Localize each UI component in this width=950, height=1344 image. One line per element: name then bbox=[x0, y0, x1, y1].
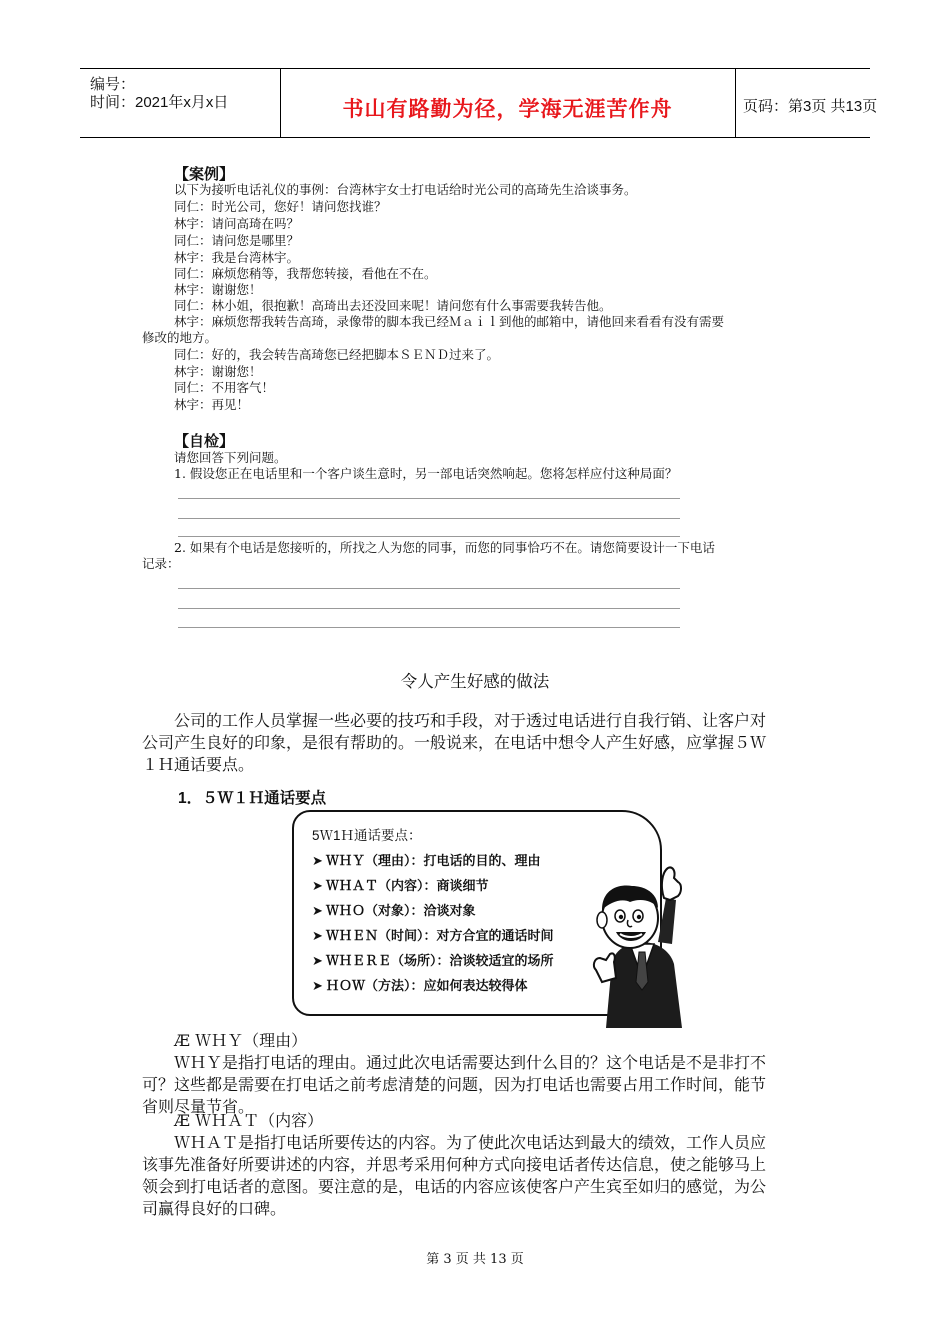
case-line: 同仁：麻烦您稍等，我帮您转接，看他在不在。 bbox=[174, 266, 437, 281]
case-line: 同仁：不用客气！ bbox=[174, 380, 275, 395]
what-line: 领会到打电话者的意图。要注意的是，电话的内容应该使客户产生宾至如归的感觉，为公 bbox=[142, 1177, 767, 1196]
case-line: 林宇：请问高琦在吗？ bbox=[174, 216, 300, 231]
selfcheck-intro: 请您回答下列问题。 bbox=[174, 450, 287, 465]
what-label: Æ ＷＨＡＴ（内容） bbox=[174, 1111, 324, 1130]
intro-line: 公司产生良好的印象，是很有帮助的。一般说来，在电话中想令人产生好感，应掌握５Ｗ bbox=[142, 733, 767, 752]
header-left-cell bbox=[80, 69, 281, 137]
bubble-item: ➤ ＷＨＥＲＥ（场所）：洽谈较适宜的场所 bbox=[312, 953, 554, 968]
question-2: 2. 如果有个电话是您接听的，所找之人为您的同事，而您的同事恰巧不在。请您简要设计一下电话 bbox=[174, 540, 715, 555]
bubble-item: ➤ ＷＨＯ（对象）：洽谈对象 bbox=[312, 903, 476, 918]
case-line: 同仁：请问您是哪里？ bbox=[174, 233, 300, 248]
bubble-item: ➤ ＨＯＷ（方法）：应如何表达较得体 bbox=[312, 978, 528, 993]
case-line: 同仁：时光公司，您好！请问您找谁？ bbox=[174, 199, 387, 214]
answer-line bbox=[178, 536, 680, 537]
date-label: 时间：2021年x月x日 bbox=[90, 94, 229, 111]
why-line: 可？这些都是需要在打电话之前考虑清楚的问题，因为打电话也需要占用工作时间，能节 bbox=[142, 1075, 767, 1094]
answer-line bbox=[178, 588, 680, 589]
motto: 书山有路勤为径，学海无涯苦作舟 bbox=[342, 98, 673, 121]
answer-line bbox=[178, 498, 680, 499]
why-line: ＷＨＹ是指打电话的理由。通过此次电话需要达到什么目的？这个电话是不是非打不 bbox=[174, 1053, 767, 1072]
arrow-icon: ➤ bbox=[312, 953, 323, 968]
intro-line: 公司的工作人员掌握一些必要的技巧和手段，对于透过电话进行自我行销、让客户对 bbox=[174, 711, 767, 730]
case-line: 同仁：林小姐，很抱歉！高琦出去还没回来呢！请问您有什么事需要我转告他。 bbox=[174, 298, 612, 313]
case-line: 林宇：谢谢您！ bbox=[174, 364, 262, 379]
what-line: 司赢得良好的口碑。 bbox=[142, 1199, 287, 1218]
question-1: 1. 假设您正在电话里和一个客户谈生意时，另一部电话突然响起。您将怎样应付这种局面？ bbox=[174, 466, 678, 481]
number-label: 编号： bbox=[90, 76, 136, 93]
bubble-title: 5Ｗ1Ｈ通话要点： bbox=[312, 828, 422, 843]
section-heading: 令人产生好感的做法 bbox=[400, 673, 550, 691]
case-line: 林宇：再见！ bbox=[174, 397, 250, 412]
arrow-icon: ➤ bbox=[312, 903, 323, 918]
case-line: 以下为接听电话礼仪的事例：台湾林宇女士打电话给时光公司的高琦先生洽谈事务。 bbox=[174, 182, 637, 197]
case-title: 【案例】 bbox=[174, 166, 235, 183]
case-line: 修改的地方。 bbox=[142, 330, 218, 345]
bubble-item: ➤ ＷＨＹ（理由）：打电话的目的、理由 bbox=[312, 853, 541, 868]
why-label: Æ ＷＨＹ（理由） bbox=[174, 1031, 308, 1050]
page-header bbox=[80, 68, 878, 138]
arrow-icon: ➤ bbox=[312, 878, 323, 893]
what-line: ＷＨＡＴ是指打电话所要传达的内容。为了使此次电话达到最大的绩效，工作人员应 bbox=[174, 1133, 767, 1152]
case-line: 林宇：我是台湾林宇。 bbox=[174, 250, 300, 265]
header-page-cell bbox=[735, 69, 878, 137]
why-line: 省则尽量节省。 bbox=[142, 1097, 255, 1116]
case-line: 林宇：麻烦您帮我转告高琦，录像带的脚本我已经Ｍａｉｌ到他的邮箱中，请他回来看看有没有需要 bbox=[174, 314, 725, 329]
arrow-icon: ➤ bbox=[312, 928, 323, 943]
case-line: 林宇：谢谢您！ bbox=[174, 282, 262, 297]
answer-line bbox=[178, 627, 680, 628]
case-line: 同仁：好的，我会转告高琦您已经把脚本ＳＥＮＤ过来了。 bbox=[174, 347, 500, 362]
bubble-item: ➤ ＷＨＥＮ（时间）：对方合宜的通话时间 bbox=[312, 928, 554, 943]
intro-line: １Ｈ通话要点。 bbox=[142, 755, 255, 774]
bubble-item: ➤ ＷＨＡＴ（内容）：商谈细节 bbox=[312, 878, 489, 893]
page-info: 页码：第3页 共13页 bbox=[743, 98, 878, 115]
answer-line bbox=[178, 518, 680, 519]
arrow-icon: ➤ bbox=[312, 978, 323, 993]
page-footer: 第 3 页 共 13 页 bbox=[426, 1252, 524, 1267]
selfcheck-title: 【自检】 bbox=[174, 433, 235, 450]
sub-heading-5w1h: 1．５Ｗ１Ｈ通话要点 bbox=[178, 790, 327, 807]
arrow-icon: ➤ bbox=[312, 853, 323, 868]
question-2-cont: 记录： bbox=[142, 556, 180, 571]
businessman-illustration bbox=[586, 858, 696, 1028]
what-line: 该事先准备好所要讲述的内容，并思考采用何种方式向接电话者传达信息，使之能够马上 bbox=[142, 1155, 767, 1174]
answer-line bbox=[178, 608, 680, 609]
header-motto-cell bbox=[280, 69, 736, 137]
